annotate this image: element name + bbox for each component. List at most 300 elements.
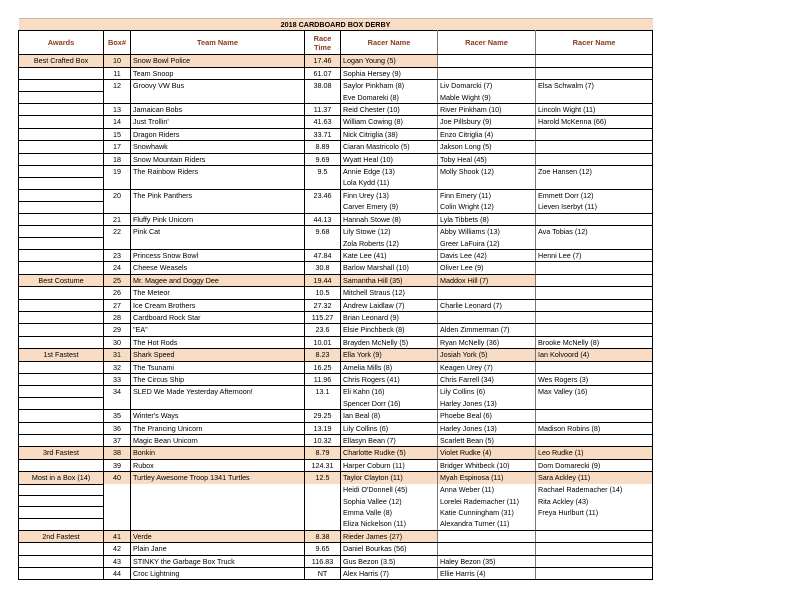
- cell-race-time: 124.31: [305, 459, 341, 471]
- cell-team-name: Croc Lightning: [131, 567, 305, 579]
- cell-team-name: Ice Cream Brothers: [131, 299, 305, 311]
- cell-racer-1: Rieder James (27): [341, 530, 438, 542]
- cell-team-name: Jamaican Bobs: [131, 104, 305, 116]
- cell-box-number: 38: [104, 447, 131, 459]
- cell-racer-1: Alex Harris (7): [341, 567, 438, 579]
- cell-award: [19, 213, 104, 225]
- table-row: [19, 67, 653, 79]
- cell-racer-2: Toby Heal (45): [438, 153, 536, 165]
- cell-racer-2: Colin Wright (12): [438, 201, 536, 213]
- cell-award: Best Costume: [19, 274, 104, 286]
- cell-team-name: [131, 496, 305, 507]
- cell-race-time: [305, 507, 341, 518]
- cell-race-time: 9.5: [305, 166, 341, 178]
- header-row: [19, 31, 653, 55]
- cell-racer-1: Mitchell Straus (12): [341, 287, 438, 299]
- cell-team-name: Pink Cat: [131, 226, 305, 238]
- cell-racer-3: [536, 361, 653, 373]
- table-row: [19, 518, 653, 530]
- table-row: [19, 447, 653, 459]
- table-row: [19, 104, 653, 116]
- cell-box-number: 27: [104, 299, 131, 311]
- cell-racer-3: [536, 287, 653, 299]
- cell-award: [19, 287, 104, 299]
- cell-racer-2: Mable Wight (9): [438, 92, 536, 104]
- cell-award: [19, 141, 104, 153]
- table-row: [19, 153, 653, 165]
- cell-race-time: 27.32: [305, 299, 341, 311]
- cell-award: [19, 262, 104, 274]
- cell-box-number: 18: [104, 153, 131, 165]
- cell-award: [19, 518, 104, 530]
- cell-racer-1: Carver Emery (9): [341, 201, 438, 213]
- cell-race-time: 116.83: [305, 555, 341, 567]
- cell-team-name: Winter's Ways: [131, 410, 305, 422]
- cell-racer-2: Chris Farrell (34): [438, 373, 536, 385]
- cell-award: [19, 507, 104, 518]
- cell-racer-2: Greer LaFuira (12): [438, 238, 536, 250]
- cell-racer-1: Charlotte Rudke (5): [341, 447, 438, 459]
- cell-racer-1: Gus Bezon (3.5): [341, 555, 438, 567]
- cell-racer-3: [536, 213, 653, 225]
- cell-racer-1: Andrew Laidlaw (7): [341, 299, 438, 311]
- cell-race-time: 10.01: [305, 336, 341, 348]
- cell-award: [19, 311, 104, 323]
- cell-racer-3: Ian Kolvoord (4): [536, 349, 653, 361]
- header-racer-name-1: Racer Name: [341, 31, 438, 55]
- cell-race-time: 61.07: [305, 67, 341, 79]
- cell-racer-1: Eli Kahn (16): [341, 386, 438, 398]
- cell-race-time: 17.46: [305, 55, 341, 67]
- cell-team-name: Mr. Magee and Doggy Dee: [131, 274, 305, 286]
- header-racer-name-3: Racer Name: [536, 31, 653, 55]
- table-row: [19, 92, 653, 104]
- table-row: [19, 249, 653, 261]
- cell-racer-3: [536, 311, 653, 323]
- cell-racer-2: Alden Zimmerman (7): [438, 324, 536, 336]
- cell-racer-1: Sophia Hersey (9): [341, 67, 438, 79]
- cell-team-name: [131, 177, 305, 189]
- cell-race-time: [305, 398, 341, 410]
- cell-racer-2: Anna Weber (11): [438, 484, 536, 495]
- table-row: [19, 299, 653, 311]
- cell-race-time: 9.68: [305, 226, 341, 238]
- cell-racer-2: [438, 311, 536, 323]
- cell-team-name: Turtley Awesome Troop 1341 Turtles: [131, 472, 305, 484]
- cell-award: [19, 435, 104, 447]
- cell-award: [19, 189, 104, 201]
- table-row: [19, 530, 653, 542]
- cell-racer-1: Emma Valle (8): [341, 507, 438, 518]
- cell-racer-2: [438, 287, 536, 299]
- table-row: [19, 213, 653, 225]
- cell-race-time: [305, 201, 341, 213]
- cell-racer-2: Bridger Whitbeck (10): [438, 459, 536, 471]
- cell-racer-3: Henni Lee (7): [536, 249, 653, 261]
- cell-race-time: 29.25: [305, 410, 341, 422]
- cell-box-number: 11: [104, 67, 131, 79]
- cell-team-name: Snow Mountain Riders: [131, 153, 305, 165]
- cell-racer-1: Samantha Hill (35): [341, 274, 438, 286]
- cell-racer-2: [438, 530, 536, 542]
- cell-team-name: Rubox: [131, 459, 305, 471]
- cell-racer-3: [536, 410, 653, 422]
- table-row: [19, 336, 653, 348]
- cell-team-name: "EA": [131, 324, 305, 336]
- cell-award: [19, 361, 104, 373]
- cell-box-number: 13: [104, 104, 131, 116]
- table-row: [19, 484, 653, 495]
- cell-race-time: [305, 496, 341, 507]
- cell-box-number: [104, 496, 131, 507]
- cell-racer-2: Oliver Lee (9): [438, 262, 536, 274]
- header-team-name: Team Name: [131, 31, 305, 55]
- cell-race-time: 33.71: [305, 128, 341, 140]
- cell-racer-2: Davis Lee (42): [438, 249, 536, 261]
- cell-team-name: Verde: [131, 530, 305, 542]
- cell-racer-1: Zola Roberts (12): [341, 238, 438, 250]
- title-row: [19, 19, 653, 31]
- cell-award: [19, 484, 104, 495]
- cell-racer-1: Taylor Clayton (11): [341, 472, 438, 484]
- cell-award: [19, 104, 104, 116]
- cell-box-number: 41: [104, 530, 131, 542]
- cell-box-number: 17: [104, 141, 131, 153]
- cell-race-time: 47.84: [305, 249, 341, 261]
- cell-racer-3: [536, 299, 653, 311]
- cell-racer-3: Brooke McNelly (8): [536, 336, 653, 348]
- cell-team-name: The Prancing Unicorn: [131, 422, 305, 434]
- cell-team-name: Team Snoop: [131, 67, 305, 79]
- cell-race-time: 8.38: [305, 530, 341, 542]
- cell-award: [19, 249, 104, 261]
- cell-team-name: [131, 507, 305, 518]
- cell-racer-1: Saylor Pinkham (8): [341, 80, 438, 92]
- table-row: [19, 189, 653, 201]
- cell-racer-2: Lily Collins (6): [438, 386, 536, 398]
- cell-racer-3: Zoe Hansen (12): [536, 166, 653, 178]
- cell-team-name: The Hot Rods: [131, 336, 305, 348]
- table-row: [19, 398, 653, 410]
- cell-racer-3: [536, 92, 653, 104]
- cell-race-time: 10.5: [305, 287, 341, 299]
- cell-race-time: [305, 238, 341, 250]
- cell-race-time: [305, 518, 341, 530]
- cell-racer-1: Brayden McNelly (5): [341, 336, 438, 348]
- cell-racer-1: Heidi O'Donnell (45): [341, 484, 438, 495]
- cell-box-number: 36: [104, 422, 131, 434]
- cell-race-time: 11.96: [305, 373, 341, 385]
- cell-racer-1: Lola Kydd (11): [341, 177, 438, 189]
- cell-racer-3: Rita Ackley (43): [536, 496, 653, 507]
- cell-racer-3: Ava Tobias (12): [536, 226, 653, 238]
- cell-racer-1: Brian Leonard (9): [341, 311, 438, 323]
- cell-box-number: 44: [104, 567, 131, 579]
- table-row: [19, 141, 653, 153]
- cell-award: [19, 201, 104, 213]
- cell-racer-2: Maddox Hill (7): [438, 274, 536, 286]
- cell-racer-1: Elsie Pinchbeck (8): [341, 324, 438, 336]
- table-row: [19, 472, 653, 484]
- cell-racer-2: Harley Jones (13): [438, 398, 536, 410]
- cell-racer-3: [536, 141, 653, 153]
- cell-race-time: [305, 177, 341, 189]
- cell-team-name: Plain Jane: [131, 543, 305, 555]
- cell-race-time: 9.69: [305, 153, 341, 165]
- cell-box-number: 19: [104, 166, 131, 178]
- cell-box-number: 40: [104, 472, 131, 484]
- cell-team-name: Magic Bean Unicorn: [131, 435, 305, 447]
- cell-team-name: The Tsunami: [131, 361, 305, 373]
- cell-box-number: [104, 92, 131, 104]
- header-box-number: Box#: [104, 31, 131, 55]
- cell-racer-1: Nick Citriglia (38): [341, 128, 438, 140]
- cell-box-number: [104, 484, 131, 495]
- cell-award: [19, 128, 104, 140]
- cell-team-name: Just Trollin': [131, 116, 305, 128]
- table-row: [19, 496, 653, 507]
- cell-racer-3: Emmett Dorr (12): [536, 189, 653, 201]
- cell-racer-2: Finn Emery (11): [438, 189, 536, 201]
- cell-racer-2: Scarlett Bean (5): [438, 435, 536, 447]
- cell-racer-1: William Cowing (8): [341, 116, 438, 128]
- cell-racer-2: Ellie Harris (4): [438, 567, 536, 579]
- derby-sheet: [18, 18, 652, 580]
- cell-racer-3: Freya Hurlburt (11): [536, 507, 653, 518]
- cell-race-time: [305, 484, 341, 495]
- cell-box-number: 23: [104, 249, 131, 261]
- cell-award: 3rd Fastest: [19, 447, 104, 459]
- sheet-title: 2018 CARDBOARD BOX DERBY: [19, 19, 653, 31]
- cell-racer-2: River Pinkham (10): [438, 104, 536, 116]
- cell-racer-3: [536, 67, 653, 79]
- table-row: [19, 386, 653, 398]
- table-row: [19, 274, 653, 286]
- table-row: [19, 311, 653, 323]
- table-row: [19, 349, 653, 361]
- cell-racer-3: Max Valley (16): [536, 386, 653, 398]
- cell-award: [19, 67, 104, 79]
- cell-racer-1: Reid Chester (10): [341, 104, 438, 116]
- cell-racer-3: [536, 518, 653, 530]
- cell-racer-1: Ian Beal (8): [341, 410, 438, 422]
- table-row: [19, 238, 653, 250]
- cell-racer-1: Sophia Vallee (12): [341, 496, 438, 507]
- cell-racer-1: Chris Rogers (41): [341, 373, 438, 385]
- cell-racer-1: Kate Lee (41): [341, 249, 438, 261]
- cell-racer-3: [536, 153, 653, 165]
- cell-racer-1: Barlow Marshall (10): [341, 262, 438, 274]
- cell-racer-2: Jakson Long (5): [438, 141, 536, 153]
- cell-race-time: 8.79: [305, 447, 341, 459]
- cell-race-time: 38.08: [305, 80, 341, 92]
- table-row: [19, 422, 653, 434]
- cell-racer-1: Hannah Stowe (8): [341, 213, 438, 225]
- cell-racer-3: [536, 262, 653, 274]
- table-row: [19, 324, 653, 336]
- cell-box-number: 24: [104, 262, 131, 274]
- cell-racer-3: [536, 324, 653, 336]
- cell-team-name: [131, 398, 305, 410]
- cell-race-time: 13.1: [305, 386, 341, 398]
- cell-award: [19, 336, 104, 348]
- cell-racer-1: Wyatt Heal (10): [341, 153, 438, 165]
- table-row: [19, 177, 653, 189]
- cell-racer-1: Ciaran Mastricolo (5): [341, 141, 438, 153]
- cell-box-number: [104, 201, 131, 213]
- cell-team-name: The Pink Panthers: [131, 189, 305, 201]
- table-row: [19, 116, 653, 128]
- cell-award: Best Crafted Box: [19, 55, 104, 67]
- cell-award: [19, 92, 104, 104]
- cell-award: [19, 80, 104, 92]
- cell-box-number: 30: [104, 336, 131, 348]
- table-row: [19, 226, 653, 238]
- cell-racer-1: Lily Stowe (12): [341, 226, 438, 238]
- cell-award: [19, 238, 104, 250]
- cell-racer-3: Elsa Schwalm (7): [536, 80, 653, 92]
- cell-award: [19, 386, 104, 398]
- cell-racer-1: Lily Collins (6): [341, 422, 438, 434]
- cell-team-name: [131, 238, 305, 250]
- cell-racer-2: Myah Espinosa (11): [438, 472, 536, 484]
- cell-race-time: 41.63: [305, 116, 341, 128]
- cell-award: [19, 153, 104, 165]
- cell-award: [19, 410, 104, 422]
- table-row: [19, 80, 653, 92]
- cell-team-name: Snow Bowl Police: [131, 55, 305, 67]
- cell-race-time: 13.19: [305, 422, 341, 434]
- derby-table: [18, 18, 653, 580]
- cell-racer-3: Madison Robins (8): [536, 422, 653, 434]
- cell-team-name: STINKY the Garbage Box Truck: [131, 555, 305, 567]
- cell-racer-2: Phoebe Beal (6): [438, 410, 536, 422]
- cell-box-number: 15: [104, 128, 131, 140]
- table-row: [19, 555, 653, 567]
- cell-racer-3: Harold McKenna (66): [536, 116, 653, 128]
- cell-racer-2: [438, 67, 536, 79]
- cell-race-time: 44.13: [305, 213, 341, 225]
- cell-race-time: 8.23: [305, 349, 341, 361]
- cell-race-time: 9.65: [305, 543, 341, 555]
- cell-box-number: 29: [104, 324, 131, 336]
- cell-racer-2: Alexandra Turner (11): [438, 518, 536, 530]
- cell-team-name: Shark Speed: [131, 349, 305, 361]
- table-row: [19, 373, 653, 385]
- table-row: [19, 128, 653, 140]
- table-row: [19, 410, 653, 422]
- cell-award: [19, 324, 104, 336]
- cell-award: 2nd Fastest: [19, 530, 104, 542]
- cell-team-name: Groovy VW Bus: [131, 80, 305, 92]
- cell-box-number: [104, 518, 131, 530]
- cell-race-time: 16.25: [305, 361, 341, 373]
- cell-racer-2: Lorelei Rademacher (11): [438, 496, 536, 507]
- table-row: [19, 567, 653, 579]
- table-row: [19, 543, 653, 555]
- cell-team-name: SLED We Made Yesterday Afternoon!: [131, 386, 305, 398]
- cell-box-number: 42: [104, 543, 131, 555]
- cell-box-number: 22: [104, 226, 131, 238]
- cell-race-time: 10.32: [305, 435, 341, 447]
- cell-race-time: 12.5: [305, 472, 341, 484]
- cell-award: [19, 116, 104, 128]
- cell-box-number: 37: [104, 435, 131, 447]
- cell-box-number: 21: [104, 213, 131, 225]
- cell-racer-2: [438, 543, 536, 555]
- cell-team-name: The Meteor: [131, 287, 305, 299]
- cell-racer-2: Violet Rudke (4): [438, 447, 536, 459]
- cell-award: [19, 543, 104, 555]
- table-row: [19, 435, 653, 447]
- cell-racer-1: Eve Domareki (8): [341, 92, 438, 104]
- cell-box-number: [104, 398, 131, 410]
- cell-team-name: [131, 484, 305, 495]
- cell-racer-2: Harley Jones (13): [438, 422, 536, 434]
- cell-race-time: 30.8: [305, 262, 341, 274]
- cell-award: [19, 567, 104, 579]
- cell-race-time: 23.6: [305, 324, 341, 336]
- cell-racer-2: Ryan McNelly (36): [438, 336, 536, 348]
- cell-racer-3: Wes Rogers (3): [536, 373, 653, 385]
- cell-team-name: Dragon Riders: [131, 128, 305, 140]
- cell-racer-3: [536, 274, 653, 286]
- cell-team-name: Princess Snow Bowl: [131, 249, 305, 261]
- cell-team-name: Bonkin: [131, 447, 305, 459]
- cell-racer-1: Spencer Dorr (16): [341, 398, 438, 410]
- cell-racer-1: Eliza Nickelson (11): [341, 518, 438, 530]
- cell-box-number: 25: [104, 274, 131, 286]
- cell-award: [19, 299, 104, 311]
- cell-box-number: 35: [104, 410, 131, 422]
- cell-team-name: [131, 201, 305, 213]
- cell-racer-3: [536, 55, 653, 67]
- cell-award: [19, 166, 104, 178]
- cell-team-name: The Rainbow Riders: [131, 166, 305, 178]
- cell-box-number: 12: [104, 80, 131, 92]
- cell-box-number: 28: [104, 311, 131, 323]
- cell-team-name: The Circus Ship: [131, 373, 305, 385]
- cell-racer-2: Enzo Citriglia (4): [438, 128, 536, 140]
- cell-box-number: 10: [104, 55, 131, 67]
- cell-box-number: [104, 238, 131, 250]
- cell-racer-3: Rachael Rademacher (14): [536, 484, 653, 495]
- cell-race-time: 23.46: [305, 189, 341, 201]
- cell-team-name: Snowhawk: [131, 141, 305, 153]
- cell-racer-3: [536, 398, 653, 410]
- cell-award: [19, 422, 104, 434]
- table-row: [19, 507, 653, 518]
- cell-racer-3: Lieven Iserbyt (11): [536, 201, 653, 213]
- table-row: [19, 55, 653, 67]
- cell-racer-2: Keagen Urey (7): [438, 361, 536, 373]
- cell-race-time: 19.44: [305, 274, 341, 286]
- cell-racer-2: Haley Bezon (35): [438, 555, 536, 567]
- cell-team-name: Fluffy Pink Unicorn: [131, 213, 305, 225]
- cell-award: [19, 398, 104, 410]
- cell-racer-3: [536, 555, 653, 567]
- cell-racer-3: [536, 567, 653, 579]
- cell-racer-2: Josiah York (5): [438, 349, 536, 361]
- cell-box-number: 32: [104, 361, 131, 373]
- table-row: [19, 201, 653, 213]
- cell-box-number: 34: [104, 386, 131, 398]
- cell-racer-3: Lincoln Wight (11): [536, 104, 653, 116]
- cell-award: [19, 555, 104, 567]
- cell-racer-1: Annie Edge (13): [341, 166, 438, 178]
- cell-box-number: 33: [104, 373, 131, 385]
- cell-racer-3: Sara Ackley (11): [536, 472, 653, 484]
